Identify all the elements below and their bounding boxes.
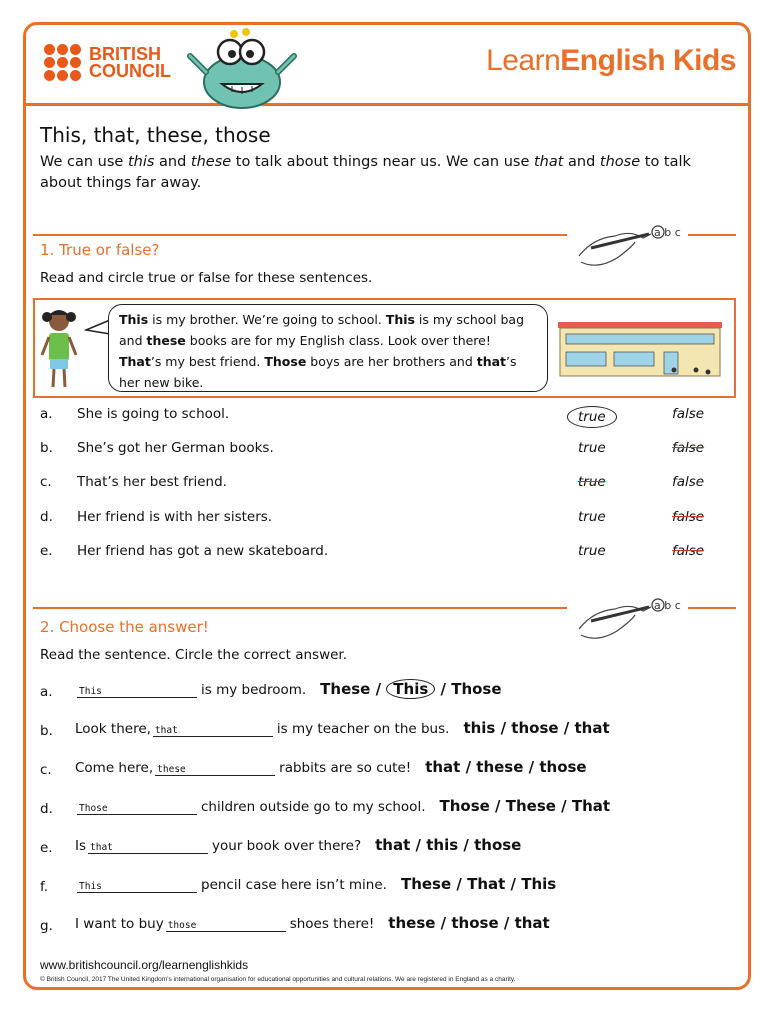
british-council-logo: [44, 44, 171, 81]
choice-question-row: [40, 719, 730, 745]
false-option[interactable]: false: [672, 543, 705, 559]
answer-blank[interactable]: This: [77, 881, 197, 893]
intro-text: and: [154, 154, 191, 170]
story-text: ’s my best friend.: [150, 354, 265, 369]
option-2[interactable]: those: [451, 914, 499, 932]
answer-blank[interactable]: those: [166, 920, 286, 932]
school-building-icon: [558, 320, 722, 378]
option-2[interactable]: this: [426, 836, 459, 854]
story-text: This: [119, 312, 149, 327]
answer-blank[interactable]: that: [88, 842, 208, 854]
question-sentence: Her friend is with her sisters.: [77, 509, 273, 525]
sentence-start: Is: [75, 838, 87, 854]
question-letter: g.: [40, 918, 53, 934]
answer-options: these / those / that: [388, 914, 550, 932]
option-1[interactable]: These: [320, 680, 371, 698]
true-option[interactable]: true: [578, 543, 606, 559]
intro-text: and: [563, 154, 600, 170]
question-letter: a.: [40, 406, 53, 422]
true-option[interactable]: true: [578, 440, 606, 456]
hand-writing-icon: [573, 212, 723, 272]
answer-blank[interactable]: This: [77, 686, 197, 698]
option-2[interactable]: those: [511, 719, 559, 737]
bc-logo-line1: BRITISH: [89, 43, 161, 64]
choice-question-row: [40, 875, 730, 901]
pen-letters: a b c: [654, 599, 681, 612]
option-1[interactable]: that: [425, 758, 461, 776]
tf-question-row: [40, 541, 730, 563]
intro-text: We can use: [40, 154, 128, 170]
sentence-end: your book over there?: [212, 838, 362, 854]
section1-divider: [33, 234, 567, 236]
story-text: ’s her new bike.: [119, 354, 517, 390]
hand-writing-icon: [573, 585, 723, 645]
option-1[interactable]: these: [388, 914, 436, 932]
pen-letters: a b c: [654, 226, 681, 239]
intro-text: to talk about things near us. We can use: [231, 154, 534, 170]
sentence-end: rabbits are so cute!: [279, 760, 412, 776]
section1-title: 1. True or false?: [40, 241, 160, 259]
tf-question-row: [40, 404, 730, 426]
question-letter: c.: [40, 762, 52, 778]
question-letter: f.: [40, 879, 49, 895]
tf-question-row: [40, 438, 730, 460]
sentence-start: Come here,: [75, 760, 154, 776]
footer-url[interactable]: www.britishcouncil.org/learnenglishkids: [40, 958, 249, 972]
option-1[interactable]: this: [463, 719, 496, 737]
choice-question-row: [40, 836, 730, 862]
option-3[interactable]: those: [474, 836, 522, 854]
option-2[interactable]: That: [467, 875, 506, 893]
story-text: boys are her brothers and: [306, 354, 477, 369]
story-text: Those: [264, 354, 307, 369]
tf-question-row: [40, 472, 730, 494]
footer-copyright: © British Council, 2017 The United Kingdom’s international organisation for educational opportunities and cultural relations. We are registered in England as a charity.: [40, 976, 516, 983]
intro-word-that: that: [533, 154, 564, 170]
story-text: is my school bag and: [119, 312, 525, 348]
speech-bubble: [108, 304, 548, 392]
true-option[interactable]: true: [567, 406, 617, 428]
intro-paragraph: [40, 152, 730, 194]
story-text: That: [119, 354, 151, 369]
sentence-end: is my bedroom.: [201, 682, 307, 698]
question-sentence: Her friend has got a new skateboard.: [77, 543, 329, 559]
bc-logo-line2: COUNCIL: [89, 60, 171, 81]
question-sentence: That’s her best friend.: [77, 474, 227, 490]
story-text: This: [385, 312, 415, 327]
answer-options: this / those / that: [463, 719, 610, 737]
sentence-end: pencil case here isn’t mine.: [201, 877, 387, 893]
choice-question-row: [40, 914, 730, 940]
logo-kids: Kids: [672, 44, 736, 77]
question-letter: c.: [40, 474, 52, 490]
story-text: is my brother. We’re going to school.: [148, 312, 386, 327]
option-2[interactable]: This: [386, 679, 435, 699]
answer-options: These / This / Those: [320, 680, 502, 698]
section2-divider: [33, 607, 567, 609]
question-letter: e.: [40, 840, 53, 856]
choice-question-row: [40, 797, 730, 823]
intro-word-this: this: [127, 154, 155, 170]
option-3[interactable]: This: [521, 875, 557, 893]
option-1[interactable]: These: [400, 875, 452, 893]
story-text: that: [476, 354, 507, 369]
answer-options: These / That / This: [400, 875, 557, 893]
sentence-end: is my teacher on the bus.: [276, 721, 450, 737]
intro-word-these: these: [190, 154, 232, 170]
false-option[interactable]: false: [672, 440, 705, 456]
header-divider: [23, 103, 751, 106]
answer-options: Those / These / That: [439, 797, 611, 815]
question-sentence: She’s got her German books.: [77, 440, 274, 456]
logo-learn: Learn: [486, 44, 561, 77]
option-2[interactable]: These: [505, 797, 556, 815]
monster-mascot-icon: [186, 26, 298, 110]
option-1[interactable]: Those: [439, 797, 490, 815]
british-council-dots-icon: [44, 44, 81, 81]
intro-text: to talk about things far away.: [40, 154, 691, 191]
sentence-start: Look there,: [75, 721, 151, 737]
section1-instruction: Read and circle true or false for these sentences.: [40, 270, 373, 286]
answer-blank[interactable]: these: [155, 764, 275, 776]
false-option[interactable]: false: [672, 474, 705, 490]
sentence-start: I want to buy: [75, 916, 164, 932]
option-3[interactable]: That: [571, 797, 611, 815]
question-sentence: She is going to school.: [77, 406, 230, 422]
option-3[interactable]: those: [539, 758, 587, 776]
learnenglish-kids-logo: [486, 44, 736, 78]
section2-instruction: Read the sentence. Circle the correct answer.: [40, 647, 348, 663]
story-text: these: [146, 333, 186, 348]
choice-question-row: [40, 758, 730, 784]
logo-english: English: [560, 44, 666, 77]
question-letter: a.: [40, 684, 53, 700]
option-1[interactable]: that: [375, 836, 411, 854]
false-option[interactable]: false: [672, 509, 705, 525]
intro-word-those: those: [599, 154, 641, 170]
answer-options: that / this / those: [375, 836, 522, 854]
question-letter: b.: [40, 723, 53, 739]
question-letter: b.: [40, 440, 53, 456]
tf-question-row: [40, 507, 730, 529]
sentence-end: shoes there!: [289, 916, 375, 932]
choice-question-row: [40, 680, 730, 706]
answer-options: that / these / those: [425, 758, 587, 776]
story-text: books are for my English class. Look over there!: [185, 333, 491, 348]
option-3[interactable]: that: [514, 914, 550, 932]
answer-blank[interactable]: Those: [77, 803, 197, 815]
question-letter: d.: [40, 801, 53, 817]
option-3[interactable]: Those: [451, 680, 502, 698]
girl-illustration-icon: [36, 305, 82, 393]
sentence-end: children outside go to my school.: [201, 799, 426, 815]
question-letter: d.: [40, 509, 53, 525]
option-3[interactable]: that: [574, 719, 610, 737]
section2-title: 2. Choose the answer!: [40, 618, 209, 636]
true-option[interactable]: true: [578, 509, 606, 525]
option-2[interactable]: these: [476, 758, 524, 776]
question-letter: e.: [40, 543, 53, 559]
true-option[interactable]: true: [578, 474, 606, 490]
false-option[interactable]: false: [672, 406, 705, 422]
worksheet-title: This, that, these, those: [40, 123, 271, 147]
answer-blank[interactable]: that: [153, 725, 273, 737]
